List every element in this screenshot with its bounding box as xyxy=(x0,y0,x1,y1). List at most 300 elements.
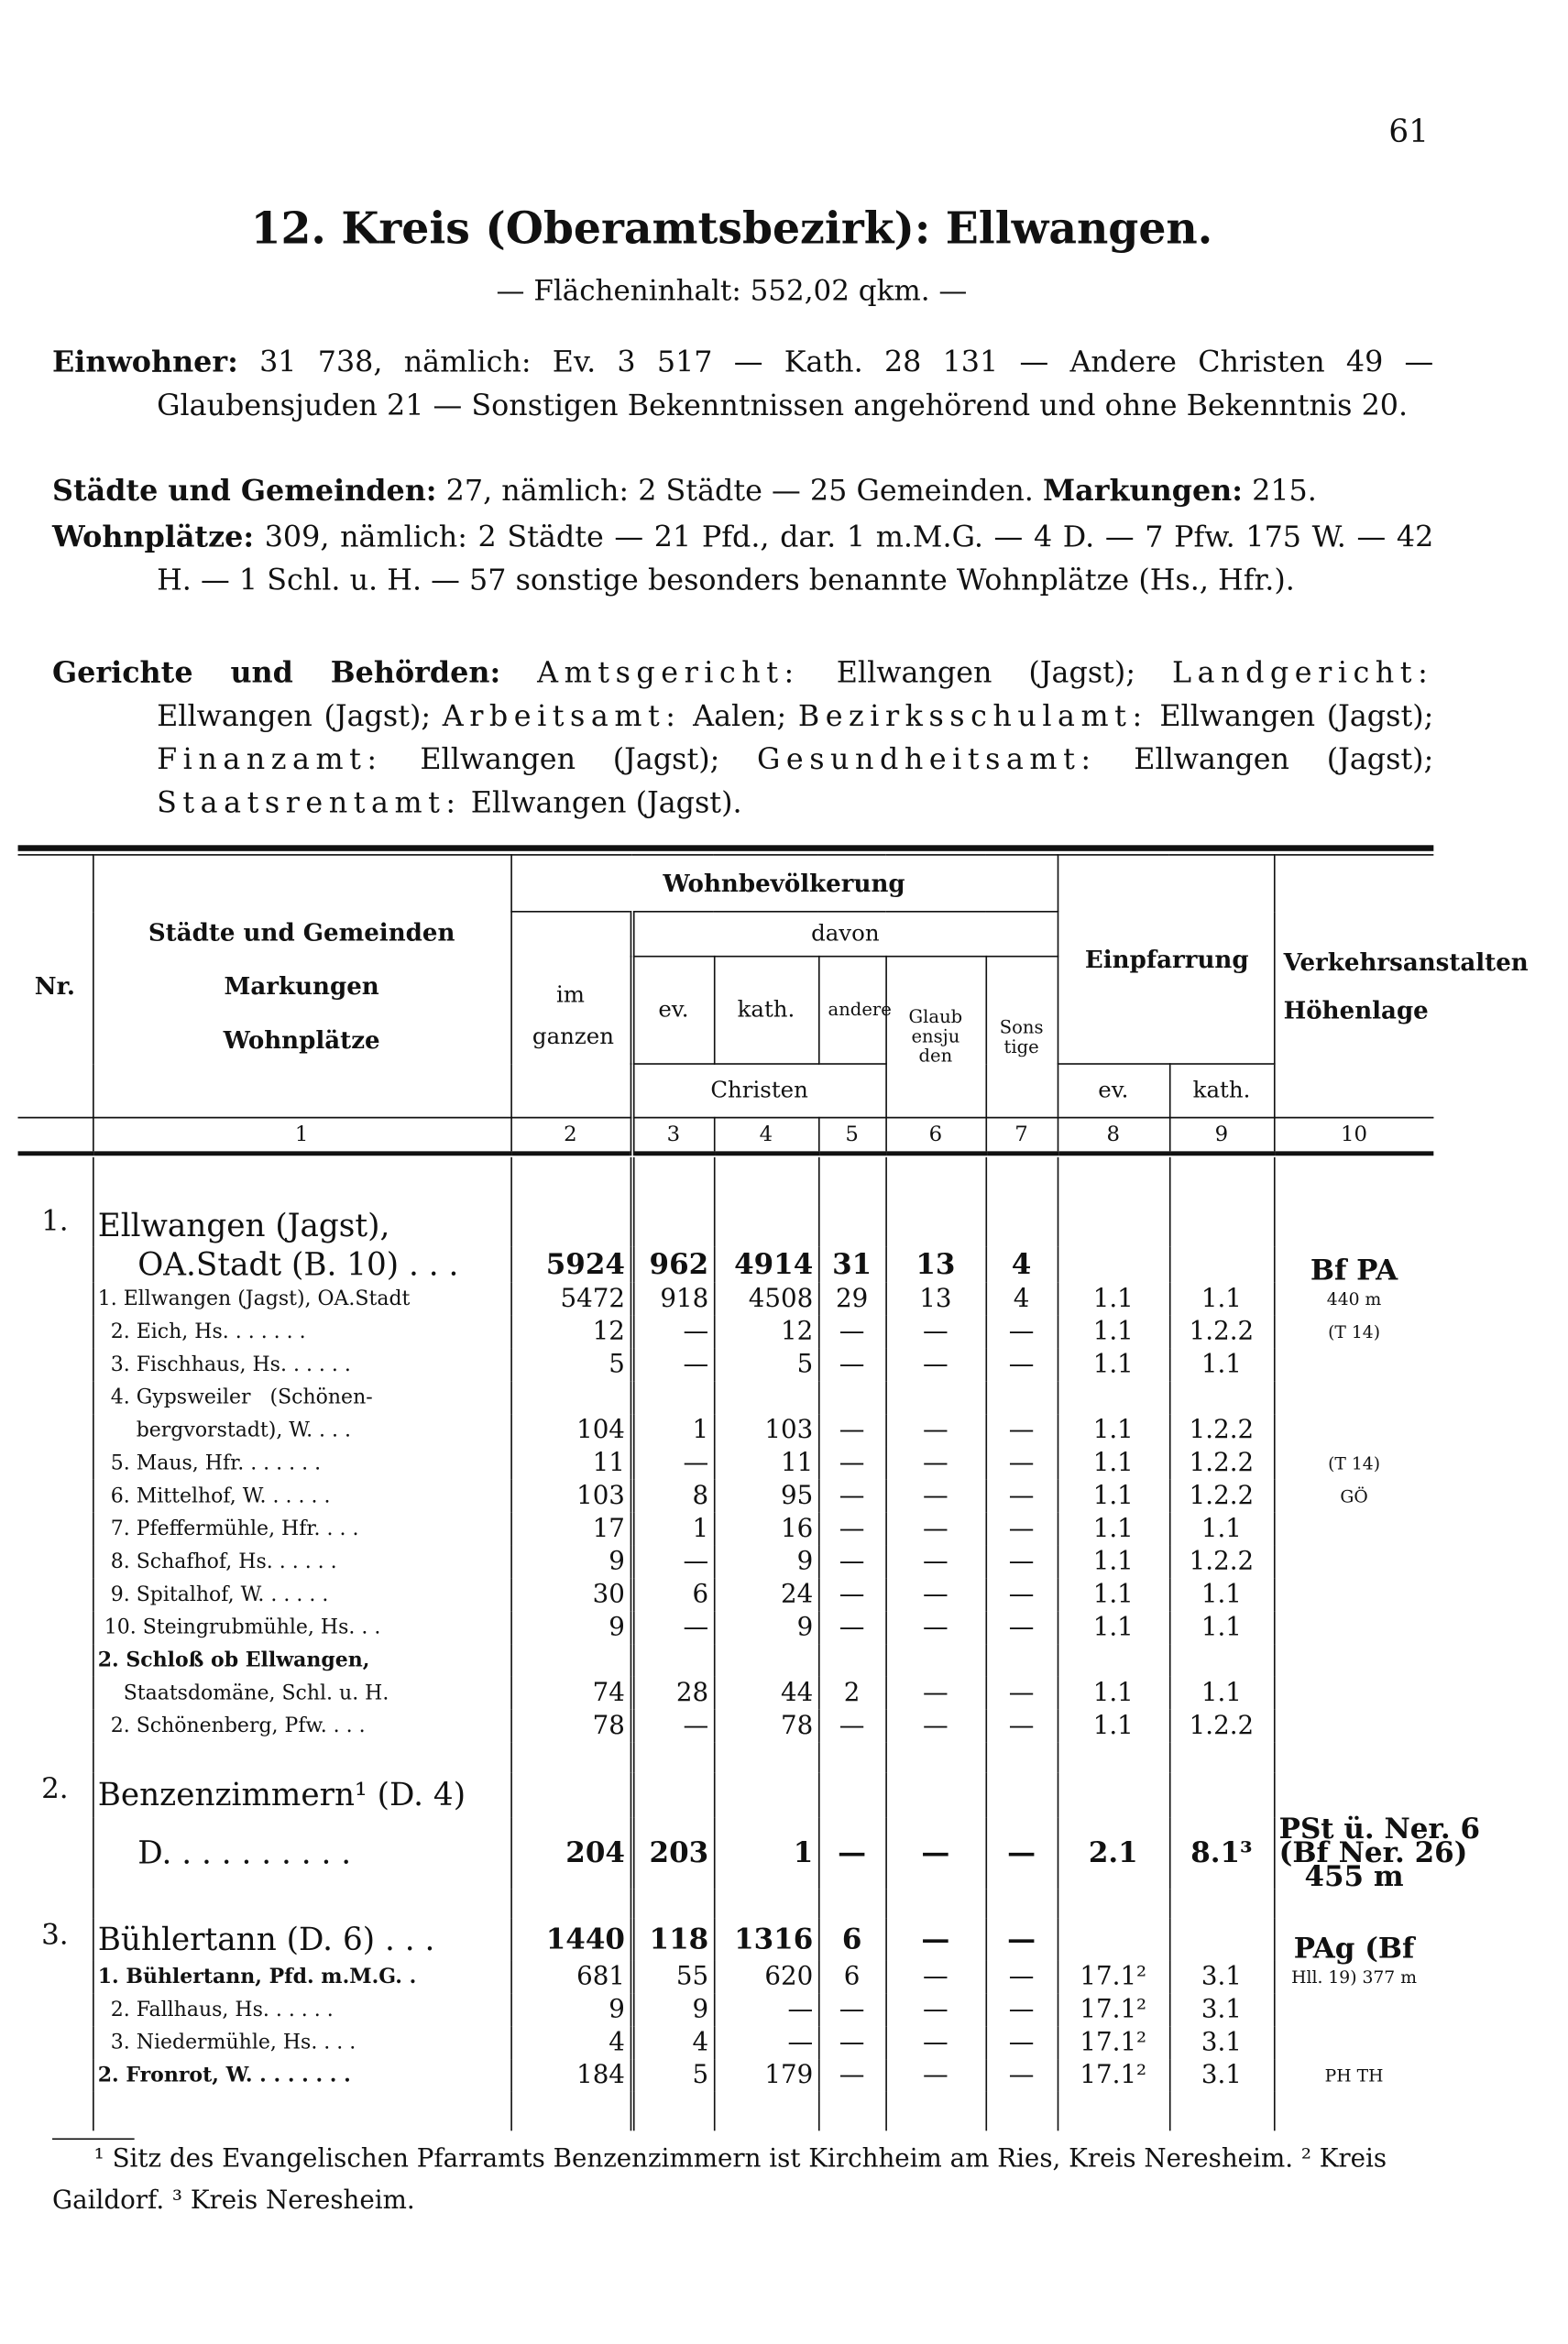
row-nr xyxy=(18,1381,93,1414)
wohnplaetze-label: Wohnplätze: xyxy=(52,520,255,554)
gerichte-paragraph xyxy=(52,651,1433,824)
table-row xyxy=(18,2059,1434,2092)
header-verkehr-label: Verkehrsanstalten xyxy=(1283,947,1529,976)
header-andere: andere xyxy=(818,957,885,1064)
cell-col8: 1.1 xyxy=(1058,1283,1169,1316)
cell-col9: 8.1³ xyxy=(1169,1817,1274,1889)
cell-col2: 9 xyxy=(510,1993,631,2026)
cell-col5 xyxy=(818,1205,885,1247)
row-verkehr xyxy=(1274,1710,1433,1743)
office-name: Staatsrentamt: xyxy=(157,785,462,820)
wohnplaetze-paragraph xyxy=(52,515,1433,602)
cell-col2: 78 xyxy=(510,1710,631,1743)
cell-col8 xyxy=(1058,1644,1169,1677)
row-name: bergvorstadt), W. . . . xyxy=(93,1414,510,1447)
cell-col5: — xyxy=(818,1611,885,1644)
colnum: 1 xyxy=(93,1118,510,1154)
cell-col2: 184 xyxy=(510,2059,631,2092)
cell-col4 xyxy=(714,1644,818,1677)
table-row xyxy=(18,1205,1434,1247)
cell-col2: 4 xyxy=(510,2026,631,2059)
spacer-row xyxy=(18,1743,1434,1773)
table-row xyxy=(18,1993,1434,2026)
cell-col3 xyxy=(631,1381,714,1414)
cell-col5: — xyxy=(818,1993,885,2026)
cell-col3: — xyxy=(631,1611,714,1644)
row-name: 1. Ellwangen (Jagst), OA.Stadt xyxy=(93,1283,510,1316)
table-row xyxy=(18,1961,1434,1994)
header-hoehenlage-label: Höhenlage xyxy=(1283,995,1429,1024)
cell-col9: 1.2.2 xyxy=(1169,1447,1274,1480)
table-row xyxy=(18,1677,1434,1710)
cell-col8: 1.1 xyxy=(1058,1316,1169,1349)
cell-col3: 118 xyxy=(631,1919,714,1961)
cell-col3: 28 xyxy=(631,1677,714,1710)
cell-col8: 1.1 xyxy=(1058,1414,1169,1447)
cell-col9: 1.2.2 xyxy=(1169,1710,1274,1743)
row-verkehr xyxy=(1274,1205,1433,1247)
cell-col6 xyxy=(885,1644,985,1677)
table-row xyxy=(18,1480,1434,1513)
cell-col2: 12 xyxy=(510,1316,631,1349)
colnum-blank xyxy=(18,1118,93,1154)
header-nr: Nr. xyxy=(18,855,93,1118)
row-nr xyxy=(18,1611,93,1644)
cell-col4: 1 xyxy=(714,1817,818,1889)
cell-col7: — xyxy=(985,1677,1057,1710)
cell-col6: — xyxy=(885,1447,985,1480)
cell-col9: 1.2.2 xyxy=(1169,1414,1274,1447)
cell-col8: 17.1² xyxy=(1058,1961,1169,1994)
row-nr xyxy=(18,1348,93,1381)
table-row xyxy=(18,1247,1434,1283)
cell-col2: 9 xyxy=(510,1546,631,1579)
office-place: Ellwangen (Jagst). xyxy=(461,785,742,820)
cell-col8: 17.1² xyxy=(1058,2059,1169,2092)
cell-col7: — xyxy=(985,1414,1057,1447)
staedte-label: Städte und Gemeinden: xyxy=(52,473,437,509)
cell-col2: 204 xyxy=(510,1817,631,1889)
cell-col9: 1.2.2 xyxy=(1169,1546,1274,1579)
cell-col5: — xyxy=(818,1414,885,1447)
column-number-row xyxy=(18,1117,1434,1156)
cell-col7: — xyxy=(985,2026,1057,2059)
cell-col2 xyxy=(510,1205,631,1247)
office-place: Aalen; xyxy=(681,698,798,734)
header-col1-line2: Markungen xyxy=(224,970,379,1000)
cell-col5: — xyxy=(818,1817,885,1889)
cell-col3 xyxy=(631,1205,714,1247)
table-row xyxy=(18,1644,1434,1677)
spacer-row xyxy=(18,1157,1434,1205)
cell-col8: 17.1² xyxy=(1058,1993,1169,2026)
header-im-ganzen: im ganzen xyxy=(510,912,631,1118)
header-col1-line1: Städte und Gemeinden xyxy=(148,917,455,947)
cell-col7: — xyxy=(985,1611,1057,1644)
markungen-label: Markungen: xyxy=(1043,473,1243,509)
cell-col6: — xyxy=(885,1348,985,1381)
page-number: 61 xyxy=(1388,113,1429,149)
cell-col6: — xyxy=(885,1710,985,1743)
cell-col2: 5924 xyxy=(510,1247,631,1283)
cell-col6: — xyxy=(885,1578,985,1611)
office-place: Ellwangen (Jagst); xyxy=(382,741,758,777)
colnum: 3 xyxy=(631,1118,714,1154)
cell-col5: 29 xyxy=(818,1283,885,1316)
row-verkehr: PAg (Bf xyxy=(1274,1919,1433,1961)
cell-col9: 1.1 xyxy=(1169,1513,1274,1546)
cell-col9: 3.1 xyxy=(1169,2059,1274,2092)
cell-col4: 12 xyxy=(714,1316,818,1349)
row-name: 5. Maus, Hfr. . . . . . . xyxy=(93,1447,510,1480)
cell-col9 xyxy=(1169,1205,1274,1247)
cell-col4: 4508 xyxy=(714,1283,818,1316)
header-ev: ev. xyxy=(631,957,714,1064)
office-name: Landgericht: xyxy=(1172,655,1434,690)
row-nr xyxy=(18,1644,93,1677)
cell-col7: — xyxy=(985,1546,1057,1579)
cell-col3: 6 xyxy=(631,1578,714,1611)
row-verkehr: PH TH xyxy=(1274,2059,1433,2092)
cell-col4 xyxy=(714,1381,818,1414)
cell-col2: 30 xyxy=(510,1578,631,1611)
cell-col3: 8 xyxy=(631,1480,714,1513)
cell-col8 xyxy=(1058,1205,1169,1247)
cell-col6: — xyxy=(885,1919,985,1961)
staedte-text: 27, nämlich: 2 Städte — 25 Gemeinden. xyxy=(436,473,1044,509)
header-wohnbevoelkerung: Wohnbevölkerung xyxy=(510,855,1057,912)
cell-col6: — xyxy=(885,1480,985,1513)
cell-col2: 681 xyxy=(510,1961,631,1994)
cell-col3: — xyxy=(631,1348,714,1381)
row-nr xyxy=(18,1677,93,1710)
table-top-rule xyxy=(18,845,1434,851)
cell-col6: — xyxy=(885,1414,985,1447)
einwohner-text: 31 738, nämlich: Ev. 3 517 — Kath. 28 131 — Andere Christen 49 — Glaubensjuden 21 — Sonstigen Bekenntnissen angehörend und ohne Bekenntnis 20. xyxy=(157,345,1434,423)
office-name: Finanzamt: xyxy=(157,741,383,777)
cell-col3: 203 xyxy=(631,1817,714,1889)
cell-col9: 3.1 xyxy=(1169,1961,1274,1994)
cell-col5: 31 xyxy=(818,1247,885,1283)
markungen-text: 215. xyxy=(1242,473,1317,509)
cell-col4: 620 xyxy=(714,1961,818,1994)
colnum: 7 xyxy=(985,1118,1057,1154)
header-christen: Christen xyxy=(631,1064,885,1118)
cell-col8 xyxy=(1058,1772,1169,1817)
spacer-row xyxy=(18,2092,1434,2130)
cell-col4: 4914 xyxy=(714,1247,818,1283)
cell-col2: 9 xyxy=(510,1611,631,1644)
cell-col5: — xyxy=(818,2026,885,2059)
office-name: Gesundheitsamt: xyxy=(757,741,1097,777)
cell-col2 xyxy=(510,1381,631,1414)
cell-col4: 95 xyxy=(714,1480,818,1513)
cell-col6: 13 xyxy=(885,1247,985,1283)
table-row xyxy=(18,1578,1434,1611)
cell-col4: 9 xyxy=(714,1546,818,1579)
cell-col5: — xyxy=(818,1348,885,1381)
row-verkehr xyxy=(1274,1546,1433,1579)
gerichte-label: Gerichte und Behörden: xyxy=(52,655,501,690)
cell-col3: 962 xyxy=(631,1247,714,1283)
table-row xyxy=(18,1919,1434,1961)
row-verkehr xyxy=(1274,1677,1433,1710)
row-nr: 1. xyxy=(18,1205,93,1247)
row-verkehr xyxy=(1274,2026,1433,2059)
header-verkehr xyxy=(1274,855,1529,1118)
table-header xyxy=(18,854,1529,1118)
table-row xyxy=(18,1710,1434,1743)
cell-col2: 104 xyxy=(510,1414,631,1447)
cell-col2 xyxy=(510,1772,631,1817)
cell-col4: 11 xyxy=(714,1447,818,1480)
cell-col2 xyxy=(510,1644,631,1677)
row-nr xyxy=(18,1283,93,1316)
cell-col8: 2.1 xyxy=(1058,1817,1169,1889)
cell-col4: — xyxy=(714,1993,818,2026)
table-row xyxy=(18,1348,1434,1381)
row-name: Ellwangen (Jagst), xyxy=(93,1205,510,1247)
row-nr xyxy=(18,1316,93,1349)
cell-col2: 74 xyxy=(510,1677,631,1710)
cell-col8: 1.1 xyxy=(1058,1348,1169,1381)
row-name: 4. Gypsweiler (Schönen- xyxy=(93,1381,510,1414)
cell-col4: — xyxy=(714,2026,818,2059)
row-verkehr xyxy=(1274,1611,1433,1644)
cell-col5: 2 xyxy=(818,1677,885,1710)
cell-col2: 5 xyxy=(510,1348,631,1381)
spacer-row xyxy=(18,1889,1434,1919)
cell-col7: — xyxy=(985,1817,1057,1889)
cell-col9: 1.2.2 xyxy=(1169,1316,1274,1349)
cell-col7 xyxy=(985,1205,1057,1247)
row-nr xyxy=(18,1414,93,1447)
table-row xyxy=(18,1283,1434,1316)
row-verkehr xyxy=(1274,1772,1433,1817)
row-nr xyxy=(18,1817,93,1889)
cell-col7: — xyxy=(985,1480,1057,1513)
cell-col4 xyxy=(714,1772,818,1817)
header-einpfarrung: Einpfarrung xyxy=(1058,855,1274,1064)
cell-col6: — xyxy=(885,1677,985,1710)
cell-col7: — xyxy=(985,1316,1057,1349)
cell-col6: — xyxy=(885,1513,985,1546)
row-name: 2. Schönenberg, Pfw. . . . xyxy=(93,1710,510,1743)
row-verkehr xyxy=(1274,1348,1433,1381)
cell-col7: 4 xyxy=(985,1247,1057,1283)
table-row xyxy=(18,1772,1434,1817)
row-nr: 2. xyxy=(18,1772,93,1817)
row-nr xyxy=(18,1710,93,1743)
cell-col9 xyxy=(1169,1381,1274,1414)
row-name: 7. Pfeffermühle, Hfr. . . . xyxy=(93,1513,510,1546)
header-col1-line3: Wohnplätze xyxy=(223,1024,380,1054)
cell-col7: — xyxy=(985,2059,1057,2092)
cell-col5 xyxy=(818,1644,885,1677)
cell-col8: 1.1 xyxy=(1058,1447,1169,1480)
cell-col8: 17.1² xyxy=(1058,2026,1169,2059)
cell-col6: — xyxy=(885,2059,985,2092)
row-verkehr: (T 14) xyxy=(1274,1447,1433,1480)
cell-col7: — xyxy=(985,1993,1057,2026)
row-verkehr: PSt ü. Ner. 6 (Bf Ner. 26) 455 m xyxy=(1274,1817,1433,1889)
footnotes: ¹ Sitz des Evangelischen Pfarramts Benzenzimmern ist Kirchheim am Ries, Kreis Neresheim. ² Kreis Gaildorf. ³ Kreis Neresheim. xyxy=(52,2143,1387,2217)
cell-col7: — xyxy=(985,1348,1057,1381)
office-place: Ellwangen (Jagst); xyxy=(799,655,1173,690)
row-nr xyxy=(18,1480,93,1513)
row-nr xyxy=(18,1546,93,1579)
colnum: 2 xyxy=(510,1118,631,1154)
cell-col5: — xyxy=(818,2059,885,2092)
cell-col5 xyxy=(818,1381,885,1414)
row-verkehr xyxy=(1274,1414,1433,1447)
row-nr xyxy=(18,1513,93,1546)
cell-col8: 1.1 xyxy=(1058,1578,1169,1611)
cell-col6 xyxy=(885,1381,985,1414)
cell-col8 xyxy=(1058,1381,1169,1414)
cell-col4: 78 xyxy=(714,1710,818,1743)
cell-col4: 103 xyxy=(714,1414,818,1447)
colnum: 4 xyxy=(714,1118,818,1154)
row-verkehr xyxy=(1274,1513,1433,1546)
office-place: Ellwangen (Jagst); xyxy=(1147,698,1434,734)
row-name: 2. Eich, Hs. . . . . . . xyxy=(93,1316,510,1349)
cell-col9 xyxy=(1169,1247,1274,1283)
office-name: Arbeitsamt: xyxy=(442,698,682,734)
header-col1 xyxy=(93,855,510,1118)
page-title: 12. Kreis (Oberamtsbezirk): Ellwangen. xyxy=(250,203,1213,255)
cell-col6: — xyxy=(885,1961,985,1994)
cell-col2: 1440 xyxy=(510,1919,631,1961)
cell-col3: — xyxy=(631,1710,714,1743)
header-einpf-ev: ev. xyxy=(1058,1064,1169,1118)
cell-col9: 1.1 xyxy=(1169,1348,1274,1381)
colnum: 9 xyxy=(1169,1118,1274,1154)
cell-col9 xyxy=(1169,1919,1274,1961)
cell-col9 xyxy=(1169,1772,1274,1817)
row-name: 3. Niedermühle, Hs. . . . xyxy=(93,2026,510,2059)
einwohner-label: Einwohner: xyxy=(52,345,238,379)
row-name: Bühlertann (D. 6) . . . xyxy=(93,1919,510,1961)
area-subtitle: — Flächeninhalt: 552,02 qkm. — xyxy=(496,274,968,308)
cell-col6: — xyxy=(885,1993,985,2026)
cell-col5: — xyxy=(818,1578,885,1611)
cell-col3: — xyxy=(631,1447,714,1480)
cell-col8: 1.1 xyxy=(1058,1611,1169,1644)
cell-col9: 1.1 xyxy=(1169,1611,1274,1644)
cell-col4 xyxy=(714,1205,818,1247)
cell-col5: 6 xyxy=(818,1961,885,1994)
cell-col8: 1.1 xyxy=(1058,1710,1169,1743)
header-sonstige: Sonstige xyxy=(985,957,1057,1118)
row-verkehr: (T 14) xyxy=(1274,1316,1433,1349)
cell-col6: — xyxy=(885,1546,985,1579)
cell-col8 xyxy=(1058,1919,1169,1961)
cell-col9: 1.2.2 xyxy=(1169,1480,1274,1513)
row-name: 9. Spitalhof, W. . . . . . xyxy=(93,1578,510,1611)
cell-col2: 5472 xyxy=(510,1283,631,1316)
row-nr xyxy=(18,1578,93,1611)
colnum: 8 xyxy=(1058,1118,1169,1154)
row-name: OA.Stadt (B. 10) . . . xyxy=(93,1247,510,1283)
cell-col5: — xyxy=(818,1316,885,1349)
header-glaubensjuden: Glaubensjuden xyxy=(885,957,985,1118)
cell-col4: 1316 xyxy=(714,1919,818,1961)
row-name: 3. Fischhaus, Hs. . . . . . xyxy=(93,1348,510,1381)
cell-col7 xyxy=(985,1644,1057,1677)
row-nr xyxy=(18,1961,93,1994)
cell-col4: 44 xyxy=(714,1677,818,1710)
table-row xyxy=(18,1817,1434,1889)
cell-col4: 9 xyxy=(714,1611,818,1644)
cell-col8: 1.1 xyxy=(1058,1546,1169,1579)
table-row xyxy=(18,1414,1434,1447)
cell-col4: 16 xyxy=(714,1513,818,1546)
cell-col3: 918 xyxy=(631,1283,714,1316)
cell-col3: 55 xyxy=(631,1961,714,1994)
cell-col6: — xyxy=(885,1611,985,1644)
wohnplaetze-text: 309, nämlich: 2 Städte — 21 Pfd., dar. 1 m.M.G. — 4 D. — 7 Pfw. 175 W. — 42 H. — 1 Schl. u. H. — 57 sonstige besonders benannte Wohnplätze (Hs., Hfr.). xyxy=(157,520,1434,597)
cell-col8: 1.1 xyxy=(1058,1513,1169,1546)
row-nr xyxy=(18,1993,93,2026)
cell-col2: 103 xyxy=(510,1480,631,1513)
table-row xyxy=(18,1546,1434,1579)
office-name: Amtsgericht: xyxy=(537,655,800,690)
cell-col6: 13 xyxy=(885,1283,985,1316)
row-verkehr: 440 m xyxy=(1274,1283,1433,1316)
einwohner-paragraph xyxy=(52,341,1433,428)
cell-col7: — xyxy=(985,1513,1057,1546)
cell-col2: 17 xyxy=(510,1513,631,1546)
cell-col4: 179 xyxy=(714,2059,818,2092)
cell-col7 xyxy=(985,1381,1057,1414)
row-verkehr: Bf PA xyxy=(1274,1247,1433,1283)
header-kath: kath. xyxy=(714,957,818,1064)
office-place: Ellwangen (Jagst); xyxy=(1096,741,1434,777)
cell-col3: — xyxy=(631,1316,714,1349)
row-name: 1. Bühlertann, Pfd. m.M.G. . xyxy=(93,1961,510,1994)
cell-col7: — xyxy=(985,1710,1057,1743)
colnum: 6 xyxy=(885,1118,985,1154)
cell-col6: — xyxy=(885,1817,985,1889)
row-verkehr: GÖ xyxy=(1274,1480,1433,1513)
cell-col3 xyxy=(631,1772,714,1817)
table-body xyxy=(18,1157,1481,2130)
cell-col5: — xyxy=(818,1546,885,1579)
row-name: 10. Steingrubmühle, Hs. . . xyxy=(93,1611,510,1644)
row-name: D. . . . . . . . . . xyxy=(93,1817,510,1889)
row-name: 2. Schloß ob Ellwangen, xyxy=(93,1644,510,1677)
staedte-paragraph xyxy=(52,469,1433,512)
row-name: 8. Schafhof, Hs. . . . . . xyxy=(93,1546,510,1579)
cell-col7: — xyxy=(985,1919,1057,1961)
row-nr xyxy=(18,2026,93,2059)
cell-col9 xyxy=(1169,1644,1274,1677)
table-row xyxy=(18,1513,1434,1546)
cell-col8: 1.1 xyxy=(1058,1677,1169,1710)
cell-col9: 3.1 xyxy=(1169,2026,1274,2059)
row-verkehr: Hll. 19) 377 m xyxy=(1274,1961,1433,1994)
office-place: Ellwangen (Jagst); xyxy=(157,698,443,734)
cell-col3 xyxy=(631,1644,714,1677)
row-nr xyxy=(18,1447,93,1480)
cell-col3: 1 xyxy=(631,1414,714,1447)
table-row xyxy=(18,1447,1434,1480)
cell-col6: — xyxy=(885,1316,985,1349)
row-nr xyxy=(18,2059,93,2092)
cell-col4: 5 xyxy=(714,1348,818,1381)
cell-col9: 1.1 xyxy=(1169,1283,1274,1316)
